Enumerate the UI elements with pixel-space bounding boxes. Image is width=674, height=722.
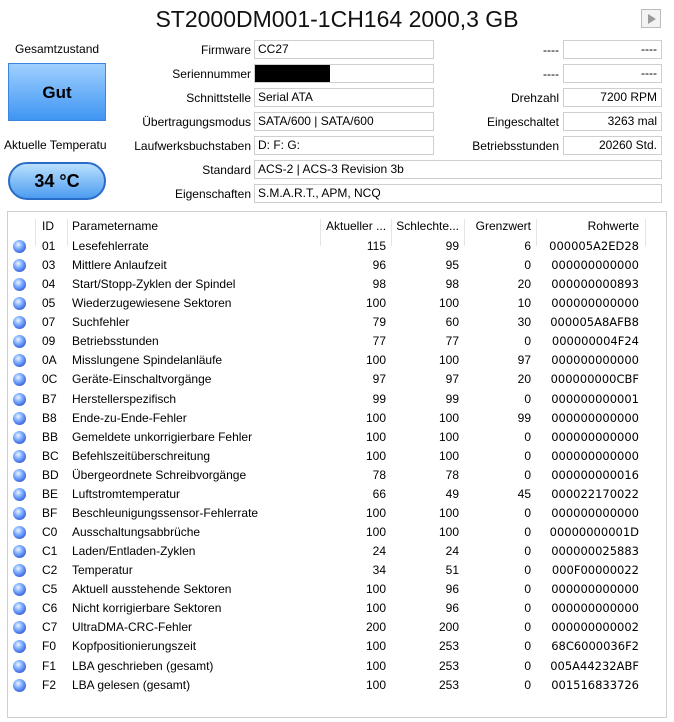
temperature-status-button[interactable]: 34 °C	[8, 162, 106, 200]
cell-current: 99	[372, 391, 386, 406]
cell-id: B7	[42, 391, 57, 406]
standard-field: ACS-2 | ACS-3 Revision 3b	[254, 160, 662, 179]
status-ok-icon	[13, 354, 26, 367]
cell-raw: 000022170022	[551, 486, 639, 501]
table-row[interactable]	[8, 485, 666, 504]
power-on-count-label: Eingeschaltet	[486, 115, 559, 129]
table-row[interactable]	[8, 504, 666, 523]
table-header	[8, 212, 666, 239]
cell-name: Beschleunigungssensor-Fehlerrate	[72, 505, 259, 520]
cell-threshold: 0	[524, 639, 531, 654]
power-on-count-field: 3263 mal	[563, 112, 662, 131]
cell-threshold: 0	[524, 448, 531, 463]
cell-threshold: 0	[524, 601, 531, 616]
cell-current: 200	[365, 620, 386, 635]
cell-name: Übergeordnete Schreibvorgänge	[72, 467, 247, 482]
cell-id: C0	[42, 525, 58, 540]
cell-raw: 000000000000	[551, 296, 639, 311]
cell-id: 07	[42, 315, 56, 330]
status-ok-icon	[13, 412, 26, 425]
cell-worst: 96	[445, 582, 459, 597]
interface-label: Schnittstelle	[186, 91, 251, 105]
table-row[interactable]	[8, 580, 666, 599]
cell-threshold: 0	[524, 677, 531, 692]
cell-raw: 005A44232ABF	[550, 658, 639, 673]
cell-worst: 77	[445, 334, 459, 349]
table-row[interactable]	[8, 313, 666, 332]
cell-threshold: 0	[524, 391, 531, 406]
cell-id: C5	[42, 582, 58, 597]
cell-worst: 98	[445, 277, 459, 292]
cell-current: 24	[372, 544, 386, 559]
right-field-1: ----	[563, 40, 662, 59]
column-header-name[interactable]: Parametername	[72, 219, 159, 233]
cell-name: UltraDMA-CRC-Fehler	[72, 620, 193, 635]
status-ok-icon	[13, 679, 26, 692]
cell-raw: 000000000CBF	[550, 372, 639, 387]
cell-id: 0C	[42, 372, 58, 387]
cell-raw: 000000000000	[551, 505, 639, 520]
cell-raw: 000000000893	[551, 277, 639, 292]
status-ok-icon	[13, 564, 26, 577]
cell-worst: 95	[445, 258, 459, 273]
transfer-mode-field: SATA/600 | SATA/600	[254, 112, 434, 131]
cell-id: BE	[42, 486, 59, 501]
cell-id: B8	[42, 410, 57, 425]
cell-name: Aktuell ausstehende Sektoren	[72, 582, 232, 597]
status-ok-icon	[13, 621, 26, 634]
cell-current: 100	[365, 410, 386, 425]
cell-id: 0A	[42, 353, 57, 368]
cell-worst: 97	[445, 372, 459, 387]
cell-threshold: 0	[524, 467, 531, 482]
cell-id: BF	[42, 505, 58, 520]
table-row[interactable]	[8, 618, 666, 637]
cell-current: 78	[372, 467, 386, 482]
cell-worst: 100	[438, 353, 459, 368]
table-row[interactable]	[8, 447, 666, 466]
cell-current: 100	[365, 429, 386, 444]
cell-name: Geräte-Einschaltvorgänge	[72, 372, 212, 387]
interface-field: Serial ATA	[254, 88, 434, 107]
cell-worst: 100	[438, 525, 459, 540]
cell-threshold: 99	[517, 410, 531, 425]
power-on-hours-field: 20260 Std.	[563, 136, 662, 155]
serial-label: Seriennummer	[172, 67, 251, 81]
cell-worst: 24	[445, 544, 459, 559]
table-row[interactable]	[8, 256, 666, 275]
cell-current: 100	[365, 601, 386, 616]
drive-letters-label: Laufwerksbuchstaben	[134, 139, 251, 153]
cell-current: 115	[366, 239, 386, 253]
cell-id: C1	[42, 544, 58, 559]
cell-name: Start/Stopp-Zyklen der Spindel	[72, 277, 236, 292]
status-ok-icon	[13, 335, 26, 348]
cell-current: 100	[365, 296, 386, 311]
cell-current: 97	[372, 372, 386, 387]
column-header-id[interactable]: ID	[42, 219, 54, 233]
cell-name: Luftstromtemperatur	[72, 486, 181, 501]
cell-worst: 99	[445, 391, 459, 406]
temperature-label: Aktuelle Temperatu	[4, 138, 107, 152]
cell-raw: 000000025883	[551, 544, 639, 559]
cell-threshold: 10	[517, 296, 531, 311]
power-on-hours-label: Betriebsstunden	[472, 139, 559, 153]
cell-name: Befehlszeitüberschreitung	[72, 448, 211, 463]
cell-raw: 000F00000022	[551, 563, 639, 578]
cell-current: 100	[365, 658, 386, 673]
cell-raw: 000000000000	[551, 448, 639, 463]
cell-threshold: 0	[524, 334, 531, 349]
right-label-2: ----	[543, 67, 559, 81]
next-drive-icon[interactable]	[641, 9, 661, 28]
cell-id: BD	[42, 467, 59, 482]
cell-id: C6	[42, 601, 58, 616]
cell-raw: 001516833726	[551, 677, 639, 692]
cell-raw: 000000004F24	[551, 334, 639, 349]
cell-worst: 253	[438, 677, 459, 692]
column-header-threshold[interactable]: Grenzwert	[475, 219, 531, 233]
cell-id: F2	[42, 677, 57, 692]
cell-worst: 100	[438, 296, 459, 311]
column-header-worst[interactable]: Schlechte...	[396, 219, 459, 233]
cell-current: 79	[372, 315, 386, 330]
cell-raw: 000005A8AFB8	[550, 315, 639, 330]
cell-worst: 78	[445, 467, 459, 482]
table-row[interactable]	[8, 466, 666, 485]
status-ok-icon	[13, 640, 26, 653]
table-row[interactable]	[8, 275, 666, 294]
cell-name: Ausschaltungsabbrüche	[72, 525, 201, 540]
table-row[interactable]	[8, 657, 666, 676]
cell-current: 100	[365, 525, 386, 540]
cell-current: 96	[372, 258, 386, 273]
cell-name: Temperatur	[72, 563, 133, 578]
cell-threshold: 0	[524, 544, 531, 559]
cell-current: 77	[372, 334, 386, 349]
table-row[interactable]	[8, 370, 666, 389]
cell-worst: 100	[438, 410, 459, 425]
table-row[interactable]	[8, 561, 666, 580]
status-ok-icon	[13, 393, 26, 406]
cell-id: 05	[42, 296, 56, 311]
cell-current: 100	[365, 448, 386, 463]
cell-id: F0	[42, 639, 57, 654]
status-ok-icon	[13, 431, 26, 444]
table-row[interactable]	[8, 237, 666, 256]
cell-raw: 000000000002	[551, 620, 639, 635]
status-ok-icon	[13, 373, 26, 386]
cell-worst: 51	[445, 563, 459, 578]
cell-current: 98	[372, 277, 386, 292]
cell-current: 100	[365, 677, 386, 692]
cell-current: 100	[365, 582, 386, 597]
standard-label: Standard	[202, 163, 251, 177]
cell-threshold: 45	[517, 486, 531, 501]
cell-name: Laden/Entladen-Zyklen	[72, 544, 196, 559]
cell-raw: 000005A2ED28	[549, 239, 639, 253]
status-ok-icon	[13, 259, 26, 272]
cell-current: 66	[372, 486, 386, 501]
cell-name: LBA gelesen (gesamt)	[72, 677, 191, 692]
cell-threshold: 0	[524, 620, 531, 635]
cell-raw: 000000000000	[551, 410, 639, 425]
cell-raw: 000000000000	[551, 353, 639, 368]
features-field: S.M.A.R.T., APM, NCQ	[254, 184, 662, 203]
drive-letters-field: D: F: G:	[254, 136, 434, 155]
right-label-1: ----	[543, 43, 559, 57]
cell-id: 03	[42, 258, 56, 273]
status-ok-icon	[13, 469, 26, 482]
status-ok-icon	[13, 602, 26, 615]
cell-threshold: 97	[517, 353, 531, 368]
cell-worst: 96	[445, 601, 459, 616]
cell-raw: 000000000000	[551, 582, 639, 597]
cell-id: BC	[42, 448, 59, 463]
cell-name: Herstellerspezifisch	[72, 391, 177, 406]
cell-current: 34	[372, 563, 386, 578]
column-header-current[interactable]: Aktueller ...	[326, 219, 387, 233]
cell-raw: 000000000016	[551, 467, 639, 482]
status-ok-icon	[13, 545, 26, 558]
cell-id: 01	[42, 239, 56, 253]
rpm-field: 7200 RPM	[563, 88, 662, 107]
cell-worst: 49	[445, 486, 459, 501]
status-ok-icon	[13, 450, 26, 463]
column-header-raw[interactable]: Rohwerte	[587, 219, 639, 233]
cell-name: Ende-zu-Ende-Fehler	[72, 410, 187, 425]
cell-id: BB	[42, 429, 59, 444]
cell-threshold: 0	[524, 505, 531, 520]
firmware-label: Firmware	[201, 43, 251, 57]
cell-raw: 00000000001D	[549, 525, 639, 540]
drive-title: ST2000DM001-1CH164 2000,3 GB	[155, 6, 519, 32]
status-ok-icon	[13, 507, 26, 520]
status-ok-icon	[13, 240, 26, 253]
table-row[interactable]	[8, 542, 666, 561]
status-ok-icon	[13, 316, 26, 329]
cell-threshold: 6	[524, 239, 531, 253]
table-row[interactable]	[8, 523, 666, 542]
serial-redaction	[255, 65, 330, 82]
cell-current: 100	[365, 353, 386, 368]
cell-id: 04	[42, 277, 56, 292]
cell-worst: 100	[438, 448, 459, 463]
cell-raw: 000000000001	[551, 391, 639, 406]
table-row[interactable]	[8, 637, 666, 656]
cell-worst: 99	[445, 239, 459, 253]
status-ok-icon	[13, 583, 26, 596]
cell-name: Lesefehlerrate	[72, 239, 149, 253]
rpm-label: Drehzahl	[510, 91, 559, 105]
cell-threshold: 20	[517, 277, 531, 292]
cell-worst: 200	[438, 620, 459, 635]
cell-name: Kopfpositionierungszeit	[72, 639, 197, 654]
status-ok-icon	[13, 526, 26, 539]
cell-raw: 000000000000	[551, 258, 639, 273]
table-row[interactable]	[8, 351, 666, 370]
cell-threshold: 0	[524, 582, 531, 597]
cell-current: 100	[365, 639, 386, 654]
cell-worst: 100	[438, 429, 459, 444]
cell-id: C2	[42, 563, 58, 578]
firmware-field: CC27	[254, 40, 434, 59]
cell-threshold: 0	[524, 658, 531, 673]
cell-threshold: 0	[524, 258, 531, 273]
cell-name: Misslungene Spindelanläufe	[72, 353, 223, 368]
features-label: Eigenschaften	[174, 187, 251, 201]
right-field-2: ----	[563, 64, 662, 83]
cell-name: Wiederzugewiesene Sektoren	[72, 296, 232, 311]
cell-id: 09	[42, 334, 56, 349]
health-status-button[interactable]: Gut	[8, 63, 106, 121]
status-ok-icon	[13, 297, 26, 310]
table-row[interactable]	[8, 390, 666, 409]
health-label: Gesamtzustand	[15, 42, 100, 56]
cell-worst: 253	[438, 639, 459, 654]
table-row[interactable]	[8, 676, 666, 695]
cell-name: Gemeldete unkorrigierbare Fehler	[72, 429, 253, 444]
cell-threshold: 0	[524, 429, 531, 444]
table-row[interactable]	[8, 428, 666, 447]
cell-worst: 100	[438, 505, 459, 520]
status-ok-icon	[13, 278, 26, 291]
status-ok-icon	[13, 488, 26, 501]
cell-worst: 253	[438, 658, 459, 673]
cell-threshold: 0	[524, 525, 531, 540]
cell-worst: 60	[445, 315, 459, 330]
cell-name: Mittlere Anlaufzeit	[72, 258, 167, 273]
table-row[interactable]	[8, 599, 666, 618]
cell-name: Suchfehler	[72, 315, 130, 330]
cell-current: 100	[365, 505, 386, 520]
cell-raw: 000000000000	[551, 601, 639, 616]
transfer-mode-label: Übertragungsmodus	[142, 115, 251, 129]
cell-name: LBA geschrieben (gesamt)	[72, 658, 214, 673]
cell-name: Betriebsstunden	[72, 334, 159, 349]
table-row[interactable]	[8, 332, 666, 351]
cell-id: F1	[42, 658, 57, 673]
cell-threshold: 20	[517, 372, 531, 387]
cell-raw: 68C6000036F2	[551, 639, 639, 654]
cell-threshold: 0	[524, 563, 531, 578]
table-row[interactable]	[8, 409, 666, 428]
status-ok-icon	[13, 660, 26, 673]
table-row[interactable]	[8, 294, 666, 313]
smart-attributes-table[interactable]	[7, 211, 667, 718]
cell-raw: 000000000000	[551, 429, 639, 444]
cell-id: C7	[42, 620, 58, 635]
cell-threshold: 30	[517, 315, 531, 330]
cell-name: Nicht korrigierbare Sektoren	[72, 601, 222, 616]
